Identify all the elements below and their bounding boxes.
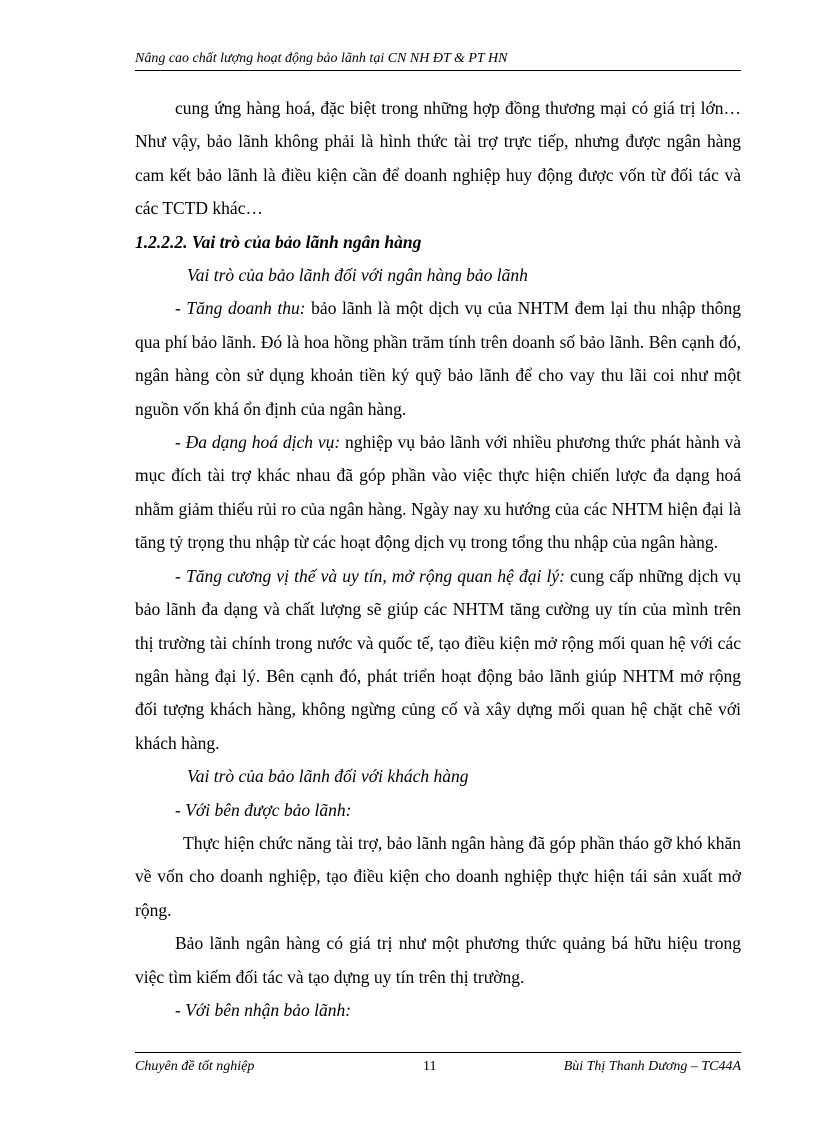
bullet-diversify-text: nghiệp vụ bảo lãnh với nhiều phương thức phát hành và mục đích tài trợ khác nhau đã góp phần vào việc thực hiện chiến lược đa dạng hoá nhằm giảm thiểu rủi ro của ngân hàng. Ngày nay xu hướng của các NHTM hiện đại là tăng tỷ trọng thu nhập từ các hoạt động dịch vụ trong tổng thu nhập của ngân hàng. — [135, 432, 741, 553]
bullet-beneficiary: - Với bên nhận bảo lãnh: — [175, 999, 352, 1020]
subheading-bank-role: Vai trò của bảo lãnh đối với ngân hàng bảo lãnh — [187, 265, 528, 286]
subheading-customer-role: Vai trò của bảo lãnh đối với khách hàng — [187, 766, 469, 787]
footer-author: Bùi Thị Thanh Dương – TC44A — [563, 1059, 741, 1074]
paragraph-financing: Thực hiện chức năng tài trợ, bảo lãnh ngân hàng đã góp phần tháo gỡ khó khăn về vốn cho doanh nghiệp, tạo điều kiện cho doanh nghiệp thực hiện tái sản xuất mở rộng. — [135, 832, 741, 920]
bullet-revenue — [135, 292, 741, 426]
paragraph-promotion: Bảo lãnh ngân hàng có giá trị như một phương thức quảng bá hữu hiệu trong việc tìm kiếm đối tác và tạo dựng uy tín trên thị trường. — [135, 933, 741, 987]
bullet-diversify-label: - Đa dạng hoá dịch vụ: — [175, 432, 341, 453]
page-footer — [135, 1052, 741, 1077]
bullet-reputation-text: cung cấp những dịch vụ bảo lãnh đa dạng và chất lượng sẽ giúp các NHTM tăng cường uy tín của mình trên thị trường tài chính trong nước và quốc tế, tạo điều kiện mở rộng mối quan hệ với các ngân hàng đại lý. Bên cạnh đó, phát triển hoạt động bảo lãnh giúp NHTM mở rộng đối tượng khách hàng, không ngừng củng cố và xây dựng mối quan hệ chặt chẽ với khách hàng. — [135, 565, 741, 753]
bullet-revenue-text: bảo lãnh là một dịch vụ của NHTM đem lại thu nhập thông qua phí bảo lãnh. Đó là hoa hồng phần trăm tính trên doanh số bảo lãnh. Bên cạnh đó, ngân hàng còn sử dụng khoản tiền ký quỹ bảo lãnh để cho vay thu lãi coi như một nguồn vốn khá ổn định của ngân hàng. — [135, 298, 742, 419]
footer-doc-type: Chuyên đề tốt nghiệp — [135, 1059, 255, 1074]
bullet-revenue-label: - Tăng doanh thu: — [175, 298, 306, 319]
bullet-guaranteed-party: - Với bên được bảo lãnh: — [175, 799, 352, 820]
section-heading: 1.2.2.2. Vai trò của bảo lãnh ngân hàng — [135, 231, 422, 252]
page-number: 11 — [423, 1059, 437, 1074]
bullet-reputation-label: - Tăng cương vị thế và uy tín, mở rộng quan hệ đại lý: — [175, 565, 565, 586]
document-body — [135, 92, 741, 1027]
paragraph-intro: cung ứng hàng hoá, đặc biệt trong những hợp đồng thương mại có giá trị lớn… Như vậy, bảo lãnh không phải là hình thức tài trợ trực tiếp, nhưng được ngân hàng cam kết bảo lãnh là điều kiện cần để doanh nghiệp huy động được vốn từ đối tác và các TCTD khác… — [135, 98, 741, 219]
page-header: Nâng cao chất lượng hoạt động bảo lãnh tại CN NH ĐT & PT HN — [135, 50, 741, 71]
bullet-reputation — [135, 560, 741, 760]
bullet-diversify — [135, 426, 741, 560]
